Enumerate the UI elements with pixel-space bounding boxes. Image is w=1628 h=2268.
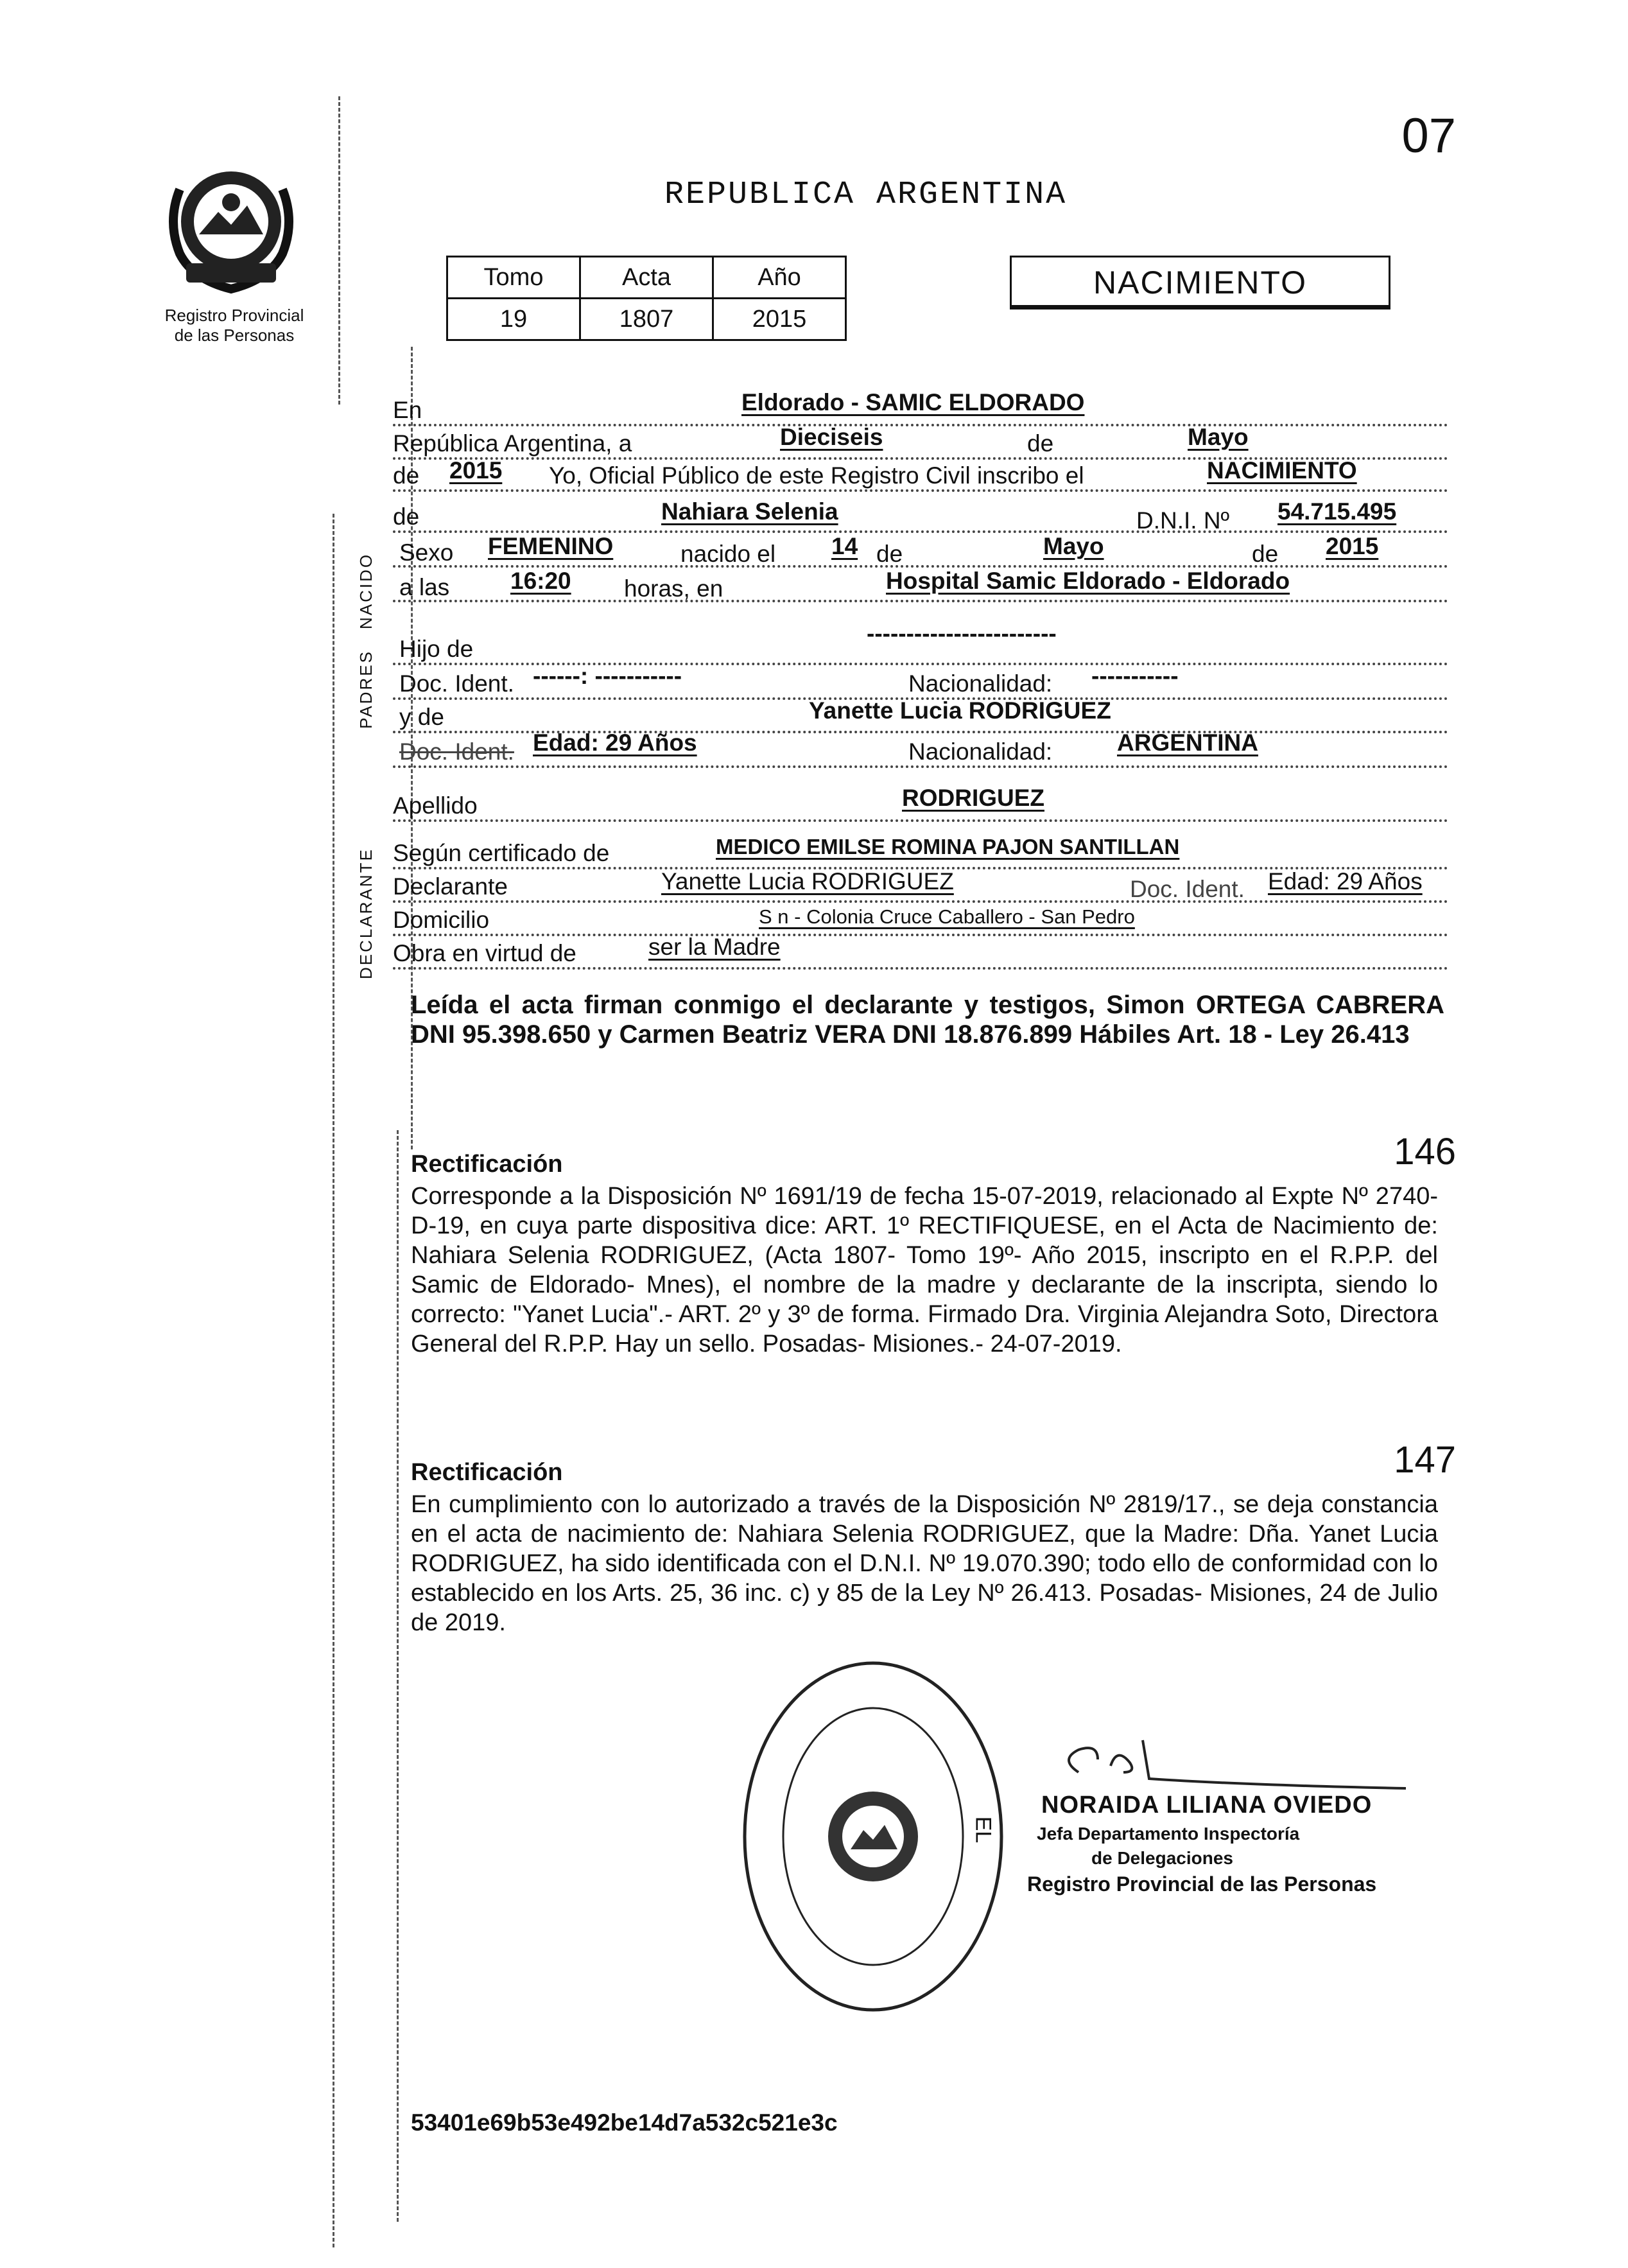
- logo-caption-2: de las Personas: [174, 326, 295, 345]
- label-de-1: de: [1027, 430, 1054, 457]
- side-label-padres: PADRES: [356, 650, 376, 729]
- label-de-5: de: [1252, 541, 1279, 567]
- rectificacion-147-title: Rectificación: [411, 1459, 563, 1486]
- handwritten-signature-icon: [1053, 1734, 1412, 1792]
- row-line-en: [393, 424, 1448, 426]
- register-table: [446, 256, 847, 341]
- label-segun: Según certificado de: [393, 840, 610, 866]
- value-birth-day: 14: [831, 533, 858, 559]
- value-edad: Edad: 29 Años: [533, 729, 697, 756]
- label-sexo: Sexo: [399, 539, 454, 566]
- value-hora: 16:20: [510, 568, 571, 594]
- rectificacion-146-title: Rectificación: [411, 1151, 563, 1178]
- side-label-declarante: DECLARANTE: [356, 848, 376, 979]
- value-name: Nahiara Selenia: [661, 498, 838, 525]
- value-tomo: 19: [447, 299, 580, 340]
- header-tomo: Tomo: [447, 257, 580, 299]
- value-birth-month: Mayo: [1043, 533, 1104, 559]
- label-republica: República Argentina, a: [393, 430, 632, 457]
- label-horas-en: horas, en: [624, 575, 723, 602]
- country-title: REPUBLICA ARGENTINA: [664, 177, 1068, 213]
- label-yde: y de: [399, 704, 444, 730]
- row-line-edad: [393, 765, 1448, 768]
- value-year: 2015: [449, 457, 503, 484]
- label-doc: Doc. Ident.: [399, 670, 514, 697]
- value-dni: 54.715.495: [1277, 498, 1397, 525]
- signature-title-2: de Delegaciones: [1091, 1848, 1233, 1868]
- value-edad-2: Edad: 29 Años: [1268, 868, 1423, 894]
- value-madre: Yanette Lucia RODRIGUEZ: [809, 697, 1111, 724]
- value-hijo: ------------------------: [867, 620, 1057, 647]
- signature-name: NORAIDA LILIANA OVIEDO: [1041, 1792, 1373, 1819]
- rectificacion-147-number: 147: [1394, 1439, 1456, 1481]
- value-en: Eldorado - SAMIC ELDORADO: [741, 389, 1085, 415]
- value-nacionalidad-1: -----------: [1091, 663, 1179, 689]
- value-sexo: FEMENINO: [488, 533, 614, 559]
- document-hash: 53401e69b53e492be14d7a532c521e3c: [411, 2109, 838, 2136]
- value-obra: ser la Madre: [648, 934, 781, 960]
- rectificacion-147-text: En cumplimiento con lo autorizado a través de la Disposición Nº 2819/17., se deja constancia en el acta de nacimiento de: Nahiara Selenia RODRIGUEZ, que la Madre: Dña. Yanet Lucia RODRIGUEZ, ha sido identificada con el D.N.I. Nº 19.070.390; todo ello de conformidad con lo establecido en los Arts. 25, 36 inc. c) y 85 de la Ley Nº 26.413. Posadas- Misiones, 24 de Julio de 2019.: [411, 1491, 1438, 1636]
- margin-line-lower: [397, 1130, 399, 2222]
- value-domicilio: S n - Colonia Cruce Caballero - San Pedro: [759, 905, 1135, 928]
- label-doc-3: Doc. Ident.: [1130, 876, 1245, 902]
- official-stamp: [738, 1657, 1008, 2016]
- label-dni: D.N.I. Nº: [1136, 507, 1230, 534]
- label-declarante: Declarante: [393, 873, 508, 900]
- side-label-nacido: NACIDO: [356, 552, 376, 629]
- document-type-box: NACIMIENTO: [1010, 256, 1390, 310]
- value-birth-year: 2015: [1326, 533, 1379, 559]
- value-day: Dieciseis: [780, 424, 883, 450]
- value-inscribo: NACIMIENTO: [1207, 457, 1357, 484]
- label-alas: a las: [399, 574, 450, 600]
- label-en: En: [393, 397, 422, 423]
- header-acta: Acta: [580, 257, 713, 299]
- province-logo: [160, 151, 302, 299]
- row-line-apellido: [393, 819, 1448, 822]
- signature-title-3: Registro Provincial de las Personas: [1027, 1872, 1377, 1896]
- label-domicilio: Domicilio: [393, 907, 490, 933]
- label-de-3: de: [393, 503, 420, 530]
- signature-title-1: Jefa Departamento Inspectoría: [1037, 1824, 1300, 1844]
- label-obra: Obra en virtud de: [393, 940, 576, 966]
- row-line-hora: [393, 600, 1448, 602]
- label-nacionalidad-2: Nacionalidad:: [908, 738, 1053, 765]
- label-nacionalidad-1: Nacionalidad:: [908, 670, 1053, 697]
- header-anio: Año: [713, 257, 846, 299]
- value-acta: 1807: [580, 299, 713, 340]
- stamp-el-text: EL: [971, 1816, 996, 1844]
- leida-paragraph: Leída el acta firman conmigo el declarante y testigos, Simon ORTEGA CABRERA DNI 95.398.650 y Carmen Beatriz VERA DNI 18.876.899 Hábiles Art. 18 - Ley 26.413: [411, 991, 1444, 1049]
- value-anio: 2015: [713, 299, 846, 340]
- margin-line-left: [338, 96, 340, 405]
- label-doc-2: Doc. Ident.: [399, 738, 514, 765]
- label-oficial: Yo, Oficial Público de este Registro Civil inscribo el: [549, 462, 1084, 489]
- value-month: Mayo: [1188, 424, 1249, 450]
- value-nacionalidad-2: ARGENTINA: [1117, 729, 1258, 756]
- label-apellido: Apellido: [393, 792, 478, 819]
- signature-scribble: [1053, 1734, 1412, 1795]
- rectificacion-146-text: Corresponde a la Disposición Nº 1691/19 de fecha 15-07-2019, relacionado al Expte Nº 2740-D-19, en cuya parte dispositiva dice: ART. 1º RECTIFIQUESE, en el Acta de Nacimiento de: Nahiara Selenia RODRIGUEZ, (Acta 1807- Tomo 19º- Año 2015, inscripto en el R.P.P. del Samic de Eldorado- Mnes), el nombre de la madre y declarante de la inscripta, siendo lo correcto: "Yanet Lucia".- ART. 2º y 3º de forma. Firmado Dra. Virginia Alejandra Soto, Directora General del R.P.P. Hay un sello. Posadas- Misiones.- 24-07-2019.: [411, 1183, 1438, 1357]
- page-number: 07: [1401, 109, 1456, 163]
- value-doc: ------: -----------: [533, 663, 682, 689]
- value-lugar: Hospital Samic Eldorado - Eldorado: [886, 568, 1290, 594]
- value-apellido: RODRIGUEZ: [902, 785, 1044, 811]
- label-de-4: de: [876, 541, 903, 567]
- logo-caption-1: Registro Provincial: [164, 306, 304, 325]
- label-de-2: de: [393, 462, 420, 489]
- label-hijo: Hijo de: [399, 636, 474, 662]
- label-nacido-el: nacido el: [680, 541, 776, 567]
- row-line-obra: [393, 967, 1448, 970]
- rectificacion-146-number: 146: [1394, 1131, 1456, 1173]
- value-declarante: Yanette Lucia RODRIGUEZ: [661, 868, 954, 894]
- row-line-domicilio: [393, 934, 1448, 936]
- stamp-seal-icon: [738, 1657, 1008, 2016]
- value-segun: MEDICO EMILSE ROMINA PAJON SANTILLAN: [716, 835, 1180, 859]
- row-line-oficial: [393, 489, 1448, 492]
- margin-line-outer: [333, 514, 334, 2247]
- row-line-declarante: [393, 900, 1448, 903]
- province-seal-icon: [160, 151, 302, 299]
